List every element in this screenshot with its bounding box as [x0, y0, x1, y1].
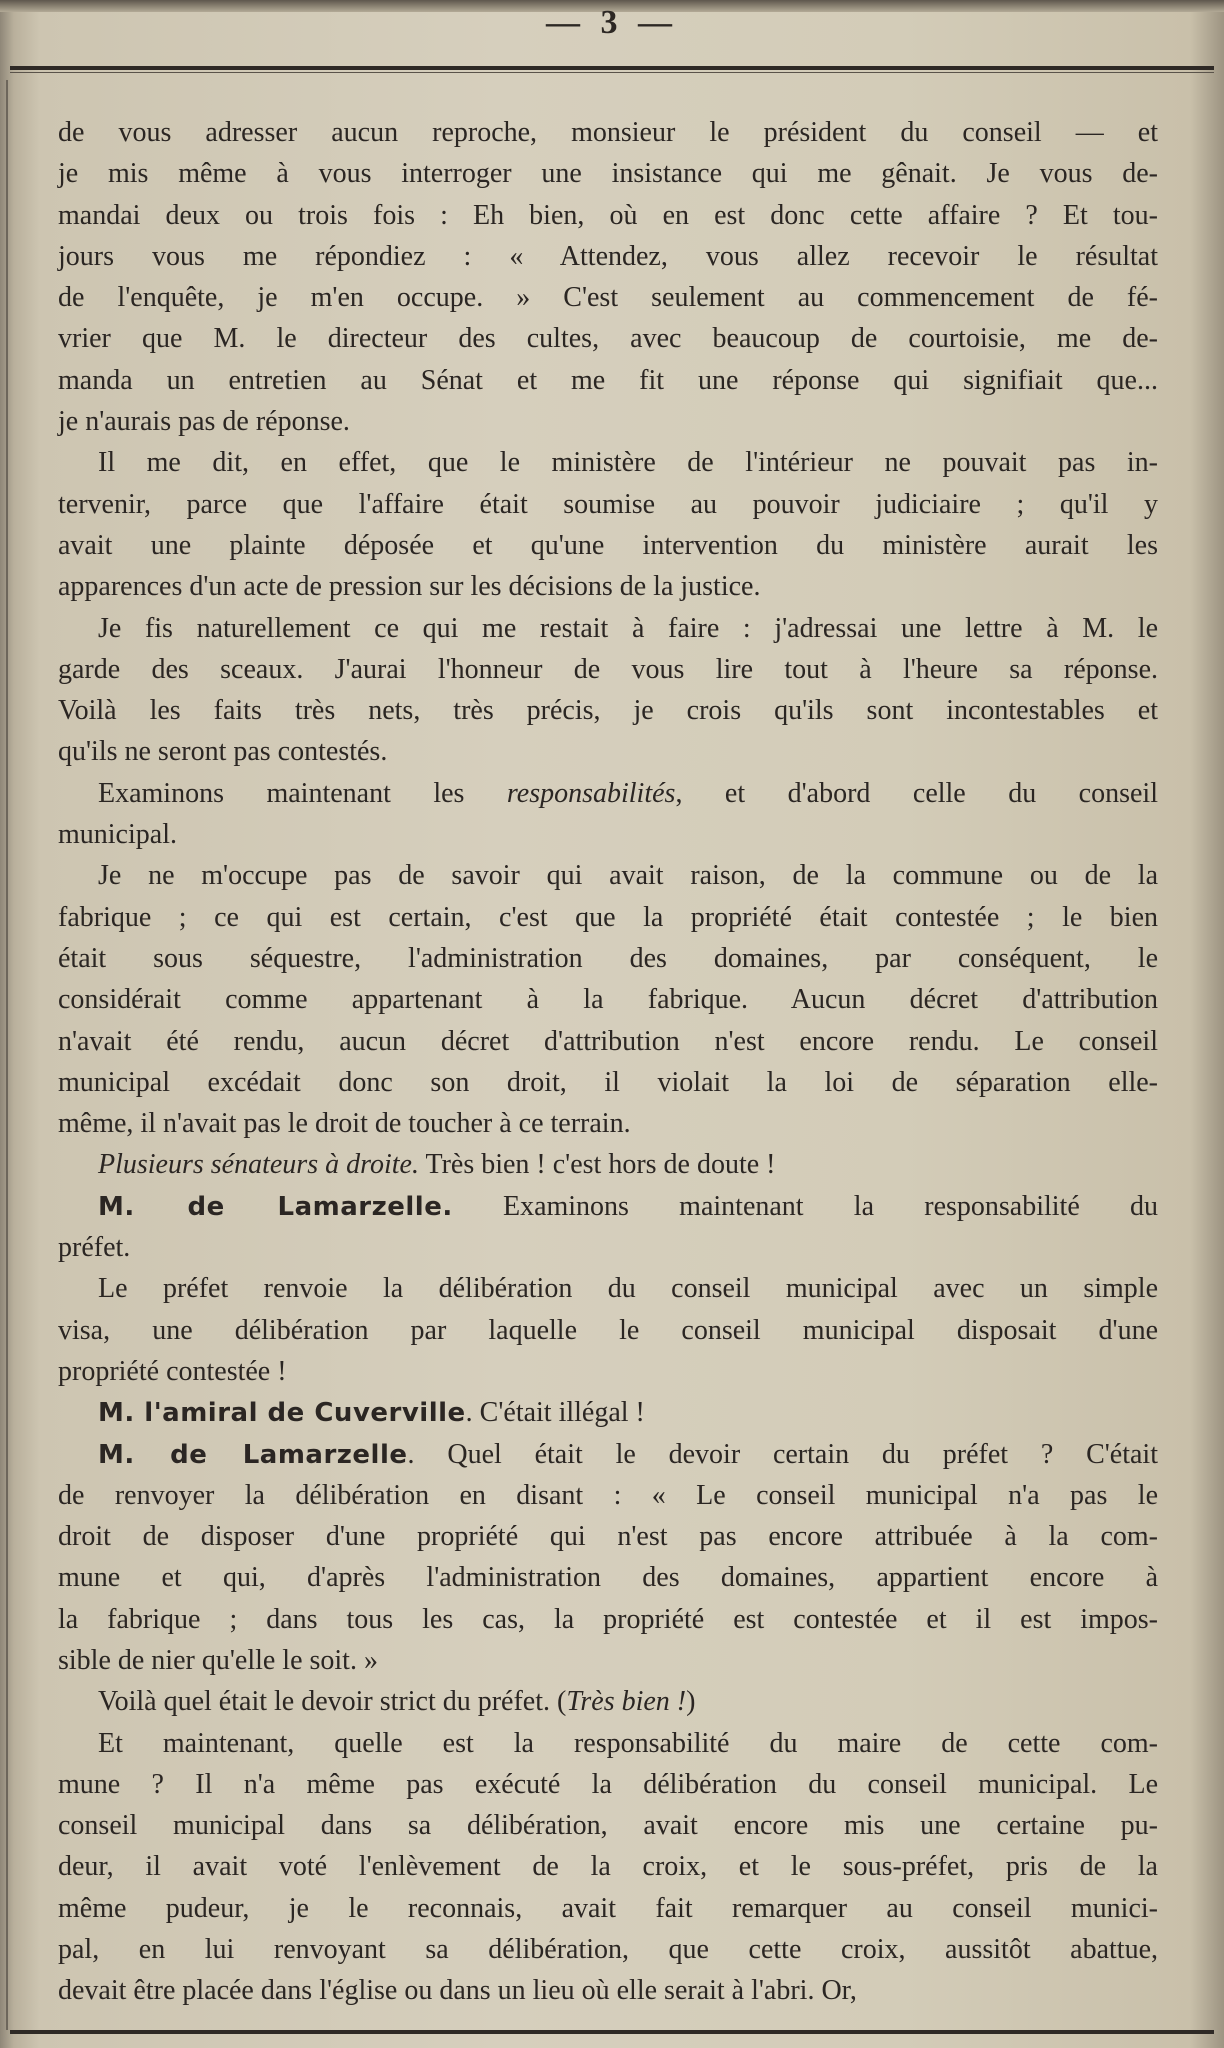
- text-line: Je fis naturellement ce qui me restait à faire : j'adressai une lettre à M. le: [98, 612, 1158, 644]
- text-line: Le préfet renvoie la délibération du conseil municipal avec un simple: [98, 1273, 1158, 1305]
- text-line: préfet.: [58, 1232, 131, 1264]
- text-line: considérait comme appartenant à la fabrique. Aucun décret d'attribution: [58, 984, 1158, 1016]
- text-line: mandai deux ou trois fois : Eh bien, où en est donc cette affaire ? Et tou-: [58, 199, 1158, 231]
- text-line: mune ? Il n'a même pas exécuté la délibération du conseil municipal. Le: [58, 1768, 1158, 1800]
- footer-rule: [10, 2030, 1214, 2034]
- italic-text: responsabilités: [506, 777, 676, 809]
- text-line: deur, il avait voté l'enlèvement de la croix, et le sous-préfet, pris de la: [58, 1851, 1158, 1883]
- text-line: devait être placée dans l'église ou dans un lieu où elle serait à l'abri. Or,: [58, 1975, 857, 2007]
- text-segment: Voilà quel était le devoir strict du préfet. (: [98, 1686, 567, 1718]
- text-line: Voilà les faits très nets, très précis, je crois qu'ils sont incontestables et: [58, 695, 1158, 727]
- speaker-name: M. de Lamarzelle.: [98, 1191, 453, 1222]
- paragraph: [58, 1144, 1158, 1185]
- text-line: même pudeur, je le reconnais, avait fait remarquer au conseil munici-: [58, 1892, 1158, 1924]
- text-line: de vous adresser aucun reproche, monsieur le président du conseil — et: [58, 117, 1158, 148]
- text-segment: Très bien ! c'est hors de doute !: [418, 1149, 776, 1181]
- paragraph: [58, 1681, 1158, 1722]
- text-line: sible de nier qu'elle le soit. »: [58, 1644, 378, 1676]
- text-line: la fabrique ; dans tous les cas, la propriété est contestée et il est impos-: [58, 1603, 1158, 1635]
- paragraph: [58, 855, 1158, 1144]
- text-line: même, il n'avait pas le droit de toucher à ce terrain.: [58, 1108, 631, 1140]
- page-number: — 3 —: [546, 4, 678, 41]
- text-line: je mis même à vous interroger une insistance qui me gênait. Je vous de-: [58, 158, 1158, 190]
- text-line: manda un entretien au Sénat et me fit une réponse qui signifiait que...: [58, 364, 1158, 396]
- text-line: vrier que M. le directeur des cultes, avec beaucoup de courtoisie, me de-: [58, 323, 1158, 355]
- text-line: n'avait été rendu, aucun décret d'attribution n'est encore rendu. Le conseil: [58, 1025, 1158, 1057]
- page-margin-line: [6, 80, 8, 2030]
- paragraph: [58, 1186, 1158, 1269]
- italic-text: Très bien !: [566, 1686, 687, 1718]
- text-segment: Examinons maintenant la responsabilité du: [452, 1190, 1158, 1222]
- text-line: conseil municipal dans sa délibération, avait encore mis une certaine pu-: [58, 1810, 1158, 1842]
- text-line: [58, 1392, 1158, 1433]
- text-segment: ): [686, 1686, 696, 1718]
- text-line: de renvoyer la délibération en disant : « Le conseil municipal n'a pas le: [58, 1479, 1158, 1511]
- text-line: droit de disposer d'une propriété qui n'est pas encore attribuée à la com-: [58, 1521, 1158, 1553]
- text-line: visa, une délibération par laquelle le conseil municipal disposait d'une: [58, 1314, 1158, 1346]
- text-line: jours vous me répondiez : « Attendez, vous allez recevoir le résultat: [58, 240, 1158, 272]
- text-line: apparences d'un acte de pression sur les décisions de la justice.: [58, 571, 761, 603]
- paragraph: [58, 112, 1158, 442]
- paragraph: [58, 608, 1158, 773]
- text-line: qu'ils ne seront pas contestés.: [58, 736, 388, 768]
- body-text: [58, 112, 1158, 2012]
- text-line: [58, 1434, 1158, 1475]
- text-line: Je ne m'occupe pas de savoir qui avait raison, de la commune ou de la: [98, 860, 1158, 892]
- speaker-name: M. l'amiral de Cuverville: [98, 1398, 466, 1429]
- text-line: avait une plainte déposée et qu'une intervention du ministère aurait les: [58, 529, 1158, 561]
- text-line: fabrique ; ce qui est certain, c'est que la propriété était contestée ; le bien: [58, 901, 1158, 933]
- text-line: tervenir, parce que l'affaire était soumise au pouvoir judiciaire ; qu'il y: [58, 488, 1158, 520]
- text-line: [58, 1681, 1158, 1722]
- text-line: était sous séquestre, l'administration des domaines, par conséquent, le: [58, 942, 1158, 974]
- text-line: de l'enquête, je m'en occupe. » C'est seulement au commencement de fé-: [58, 282, 1158, 314]
- text-line: pal, en lui renvoyant sa délibération, que cette croix, aussitôt abattue,: [58, 1934, 1158, 1966]
- header-rule-thin: [10, 72, 1214, 73]
- text-line: municipal excédait donc son droit, il violait la loi de séparation elle-: [58, 1066, 1158, 1098]
- text-line: propriété contestée !: [58, 1355, 287, 1387]
- text-line: Et maintenant, quelle est la responsabilité du maire de cette com-: [98, 1727, 1158, 1759]
- header-rule: [10, 66, 1214, 70]
- text-segment: Examinons maintenant les: [98, 777, 507, 809]
- text-line: je n'aurais pas de réponse.: [58, 406, 350, 438]
- italic-text: Plusieurs sénateurs à droite.: [98, 1149, 419, 1181]
- text-line: garde des sceaux. J'aurai l'honneur de vous lire tout à l'heure sa réponse.: [58, 653, 1158, 685]
- text-segment: . C'était illégal !: [465, 1397, 645, 1429]
- text-line: [58, 773, 1158, 814]
- text-line: municipal.: [58, 819, 177, 851]
- text-line: Il me dit, en effet, que le ministère de l'intérieur ne pouvait pas in-: [98, 447, 1158, 479]
- paragraph: [58, 1723, 1158, 2012]
- text-segment: . Quel était le devoir certain du préfet ? C'était: [407, 1438, 1158, 1470]
- paragraph: [58, 1268, 1158, 1392]
- paragraph: [58, 773, 1158, 856]
- text-line: mune et qui, d'après l'administration des domaines, appartient encore à: [58, 1562, 1158, 1594]
- text-segment: , et d'abord celle du conseil: [675, 777, 1158, 809]
- paragraph: [58, 1434, 1158, 1682]
- paragraph: [58, 442, 1158, 607]
- text-line: [58, 1186, 1158, 1227]
- paragraph: [58, 1392, 1158, 1433]
- speaker-name: M. de Lamarzelle: [98, 1439, 408, 1470]
- text-line: [58, 1144, 1158, 1185]
